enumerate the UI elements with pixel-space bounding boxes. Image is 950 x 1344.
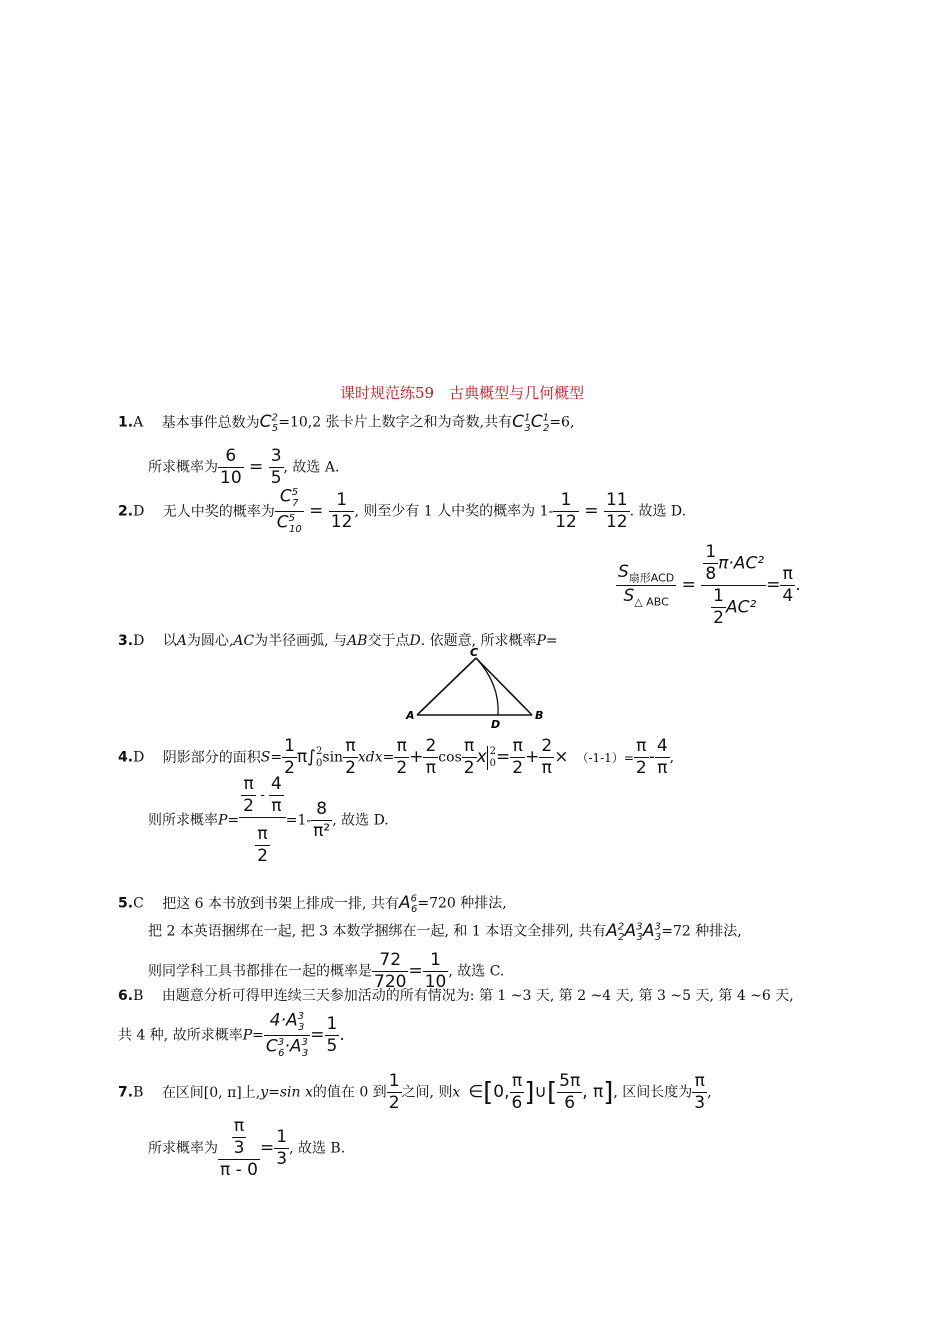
label-a: A	[406, 709, 415, 722]
question-6-line-2: 共 4 种, 故所求概率P= $\frac{4\cdot A^3_3}{C^3_6\cdot A^3_3}$ = $\frac{1}{5}$ .	[118, 1010, 345, 1060]
answer-letter: A	[133, 414, 144, 431]
question-text: 无人中奖的概率为	[162, 503, 275, 520]
page-title: 课时规范练59 古典概型与几何概型	[340, 384, 585, 402]
question-text: =10,2 张卡片上数字之和为奇数,共有	[278, 414, 513, 431]
label-b: B	[535, 709, 544, 722]
fraction: $\frac{1}{12}$	[555, 490, 577, 533]
question-text: 则所求概率	[148, 812, 218, 829]
fraction: $\frac{72}{720}$	[374, 950, 407, 992]
question-text: 以	[162, 633, 177, 649]
fraction: $\frac{\pi}{2}$ - $\frac{4}{\pi}$ $\frac{\pi}{2}$	[239, 776, 286, 865]
fraction: $\frac{6}{10}$	[220, 446, 242, 488]
question-text: 共 4 种, 故所求概率	[118, 1027, 243, 1044]
question-text: 则同学科工具书都排在一起的概率是	[148, 963, 372, 980]
fraction: $\frac{11}{12}$	[605, 490, 628, 533]
question-3: 3.D 以A为圆心,AC为半径画弧, 与AB交于点D. 依题意, 所求概率P=	[118, 633, 558, 649]
question-text: , 则至少有 1 人中奖的概率为 1-	[354, 503, 554, 520]
question-7-line-1: 7.B 在区间[0, π]上,y=sin x的值在 0 到 $\frac{1}{2}$ 之间, 则x ∈[0, $\frac{\pi}{6}$ ]∪[ $\frac{5\pi}{6}$ , π], 区间长度为 $\frac{\pi}{3}$ ,	[118, 1071, 712, 1113]
question-number: 4.	[118, 749, 134, 766]
question-text: 所求概率为	[148, 1140, 218, 1157]
question-number: 5.	[118, 895, 134, 912]
fraction: $\frac{C^5_7}{C^5_{10}}$	[276, 486, 302, 536]
question-text: , 故选 A.	[283, 459, 340, 476]
answer-letter: D	[133, 749, 145, 766]
question-text: 所求概率为	[148, 459, 218, 476]
answer-letter: D	[133, 633, 145, 649]
fraction: $\frac{\pi}{4}$	[782, 564, 794, 606]
question-5-line-2: 把 2 本英语捆绑在一起, 把 3 本数学捆绑在一起, 和 1 本语文全排列, 共有$A^2_2A^3_3A^3_3=72$ 种排法,	[148, 920, 742, 944]
question-1-line-1	[118, 413, 574, 434]
question-text: 把 2 本英语捆绑在一起, 把 3 本数学捆绑在一起, 和 1 本语文全排列, 共有	[148, 923, 607, 940]
question-number: 2.	[118, 503, 134, 520]
question-number: 6.	[118, 988, 134, 1004]
question-7-line-2: 所求概率为 $\frac{\frac{\pi}{3}}{\pi - 0}$ = $\frac{1}{3}$ , 故选 B.	[148, 1116, 346, 1180]
question-text: 由题意分析可得甲连续三天参加活动的所有情况为: 第 1 ~3 天, 第 2 ~4 天, 第 3 ~5 天, 第 4 ~6 天,	[161, 988, 794, 1004]
formula-a66: $A^6_6$	[398, 892, 418, 916]
question-text: 在区间[0, π]上,	[161, 1084, 261, 1101]
question-text: 基本事件总数为	[161, 414, 260, 431]
fraction: $\frac{1}{12}$	[330, 490, 353, 533]
formula-c31c21: $C^1_3C^1_2$	[512, 411, 550, 435]
question-number: 1.	[118, 414, 134, 431]
question-4-line-2: 则所求概率P= $\frac{\pi}{2}$ - $\frac{4}{\pi}$ $\frac{\pi}{2}$ =1- $\frac{8}{\text{π²}}$ , 故选 D.	[148, 774, 389, 866]
triangle-diagram	[400, 644, 560, 730]
answer-letter: D	[133, 503, 145, 520]
question-text: 阴影部分的面积	[162, 749, 261, 766]
fraction: $\frac{1}{5}$	[326, 1014, 338, 1057]
question-5-line-3: 则同学科工具书都排在一起的概率是 $\frac{72}{720}$ = $\frac{1}{10}$ , 故选 C.	[148, 950, 505, 992]
fraction: $\frac{3}{5}$	[270, 446, 282, 488]
fraction: $\frac{8}{\text{π²}}$	[313, 799, 331, 841]
side-ac	[417, 658, 476, 715]
question-text: =6,	[549, 414, 575, 431]
fraction: $\frac{1}{8}$ π·AC² $\frac{1}{2}$ AC²	[701, 544, 766, 627]
label-c: C	[470, 646, 479, 659]
fraction: $\frac{S_{扇形ACD}}{S_{\triangle ABC}}$	[618, 561, 675, 609]
arc-cd	[476, 658, 498, 715]
question-text: 故选 D.	[638, 503, 687, 520]
question-4-line-1: 4.D 阴影部分的面积S= $\frac{1}{2}$ π∫ 2 0 sin $\frac{\pi}{2}$ xdx= $\frac{\pi}{2}$ + $\frac{2}{\pi}$ cos $\frac{\pi}{2}$ x 2 0 = $\frac{\pi}{2}$ + $\frac{2}{\pi}$ × （-1-1）= $\frac{\pi}{2}$ - $\frac{4}{\pi}$ ,	[118, 736, 675, 778]
question-text: 把这 6 本书放到书架上排成一排, 共有	[162, 895, 399, 912]
question-number: 3.	[118, 633, 134, 649]
answer-letter: B	[133, 988, 144, 1004]
formula-c52: $C^2_5$	[259, 411, 279, 435]
answer-letter: B	[133, 1084, 144, 1101]
fraction: $\frac{1}{10}$	[424, 950, 447, 992]
question-6-line-1	[118, 989, 794, 1003]
formula-a22a33a33: $A^2_2A^3_3A^3_3$	[606, 920, 662, 944]
answer-letter: C	[133, 895, 144, 912]
question-1-line-2: 所求概率为 $\frac{6}{10}$ = $\frac{3}{5}$ , 故选 A.	[148, 446, 340, 488]
fraction: $\frac{\frac{\pi}{3}}{\pi - 0}$	[220, 1116, 258, 1180]
question-5-line-1: 5.C 把这 6 本书放到书架上排成一排, 共有$A^6_6=720$ 种排法,	[118, 892, 507, 916]
side-bc	[476, 658, 532, 715]
question-number: 7.	[118, 1084, 134, 1101]
question-3-formula: $\frac{S_{扇形ACD}}{S_{\triangle ABC}}$ = $\frac{1}{8}$ π·AC² $\frac{1}{2}$ AC² = $\frac{\pi}{4}$ .	[618, 542, 801, 628]
fraction: $\frac{4\cdot A^3_3}{C^3_6\cdot A^3_3}$	[265, 1010, 309, 1060]
fraction: $\frac{1}{3}$	[276, 1127, 288, 1169]
question-2: 2.D 无人中奖的概率为 $\frac{C^5_7}{C^5_{10}}$ = $\frac{1}{12}$ , 则至少有 1 人中奖的概率为 1- $\frac{1}{12}$ = $\frac{11}{12}$ . 故选 D.	[118, 486, 687, 536]
label-d: D	[491, 718, 501, 730]
